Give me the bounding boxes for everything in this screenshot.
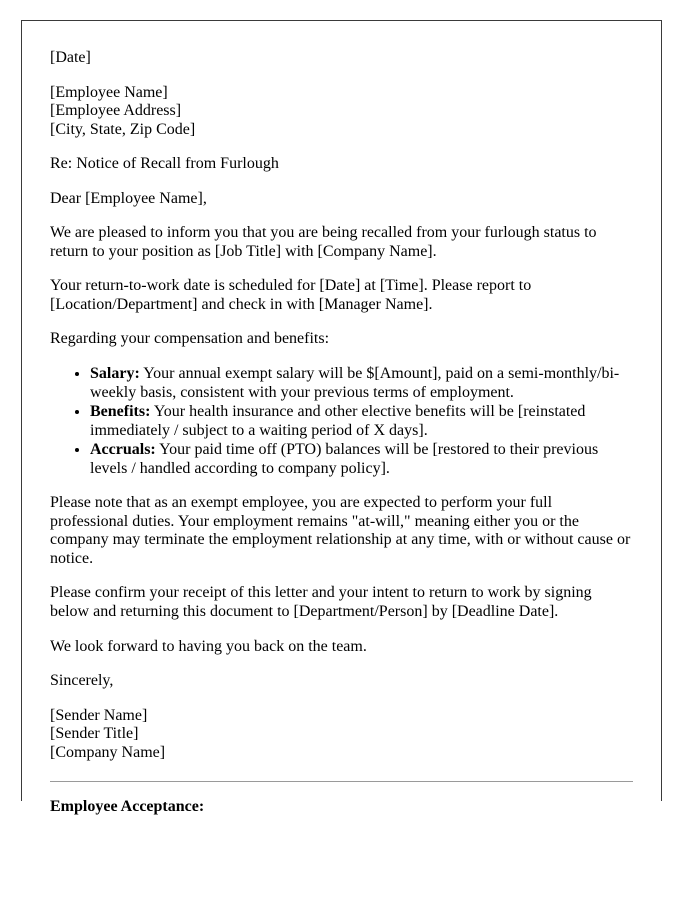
- accruals-label: Accruals:: [90, 441, 156, 459]
- letter-page: [21, 20, 662, 816]
- list-item-salary: [90, 365, 633, 402]
- divider-line: [50, 781, 633, 782]
- signature-block: [50, 707, 633, 763]
- subject-line: Re: Notice of Recall from Furlough: [50, 155, 279, 173]
- salary-label: Salary:: [90, 365, 140, 383]
- accruals-text: Your paid time off (PTO) balances will be [restored to their previous levels / handled according to company policy].: [90, 441, 599, 477]
- paragraph-look-forward: We look forward to having you back on the team.: [50, 637, 367, 655]
- recipient-address: [Employee Address]: [50, 102, 182, 120]
- paragraph-return-date: Your return-to-work date is scheduled for [Date] at [Time]. Please report to [Location/Department] and check in with [Manager Name].: [50, 277, 532, 313]
- sender-company: [Company Name]: [50, 743, 166, 761]
- paragraph-at-will: Please note that as an exempt employee, you are expected to perform your full professional duties. Your employment remains "at-will," meaning either you or the company may terminate the employment relationship at any time, with or without cause or notice.: [50, 494, 631, 567]
- acceptance-heading: Employee Acceptance:: [50, 798, 205, 816]
- paragraph-confirm: Please confirm your receipt of this letter and your intent to return to work by signing below and returning this document to [Department/Person] by [Deadline Date].: [50, 584, 592, 621]
- recipient-name: [Employee Name]: [50, 83, 168, 101]
- paragraph-benefits-intro: Regarding your compensation and benefits:: [50, 330, 330, 348]
- benefits-list: [50, 365, 633, 478]
- paragraph-intro: We are pleased to inform you that you are being recalled from your furlough status to return to your position as [Job Title] with [Company Name].: [50, 224, 597, 260]
- benefits-text: Your health insurance and other elective benefits will be [reinstated immediately / subject to a waiting period of X days].: [90, 403, 586, 439]
- date-line: [Date]: [50, 49, 91, 66]
- benefits-label: Benefits:: [90, 403, 151, 421]
- list-item-accruals: [90, 441, 633, 478]
- recipient-city-state-zip: [City, State, Zip Code]: [50, 120, 196, 138]
- closing: Sincerely,: [50, 672, 114, 690]
- sender-title: [Sender Title]: [50, 725, 139, 743]
- salary-text: Your annual exempt salary will be $[Amount], paid on a semi-monthly/bi-weekly basis, consistent with your previous terms of employment.: [90, 365, 620, 401]
- recipient-block: [50, 84, 633, 140]
- salutation: Dear [Employee Name],: [50, 189, 207, 207]
- list-item-benefits: [90, 403, 633, 440]
- sender-name: [Sender Name]: [50, 706, 148, 724]
